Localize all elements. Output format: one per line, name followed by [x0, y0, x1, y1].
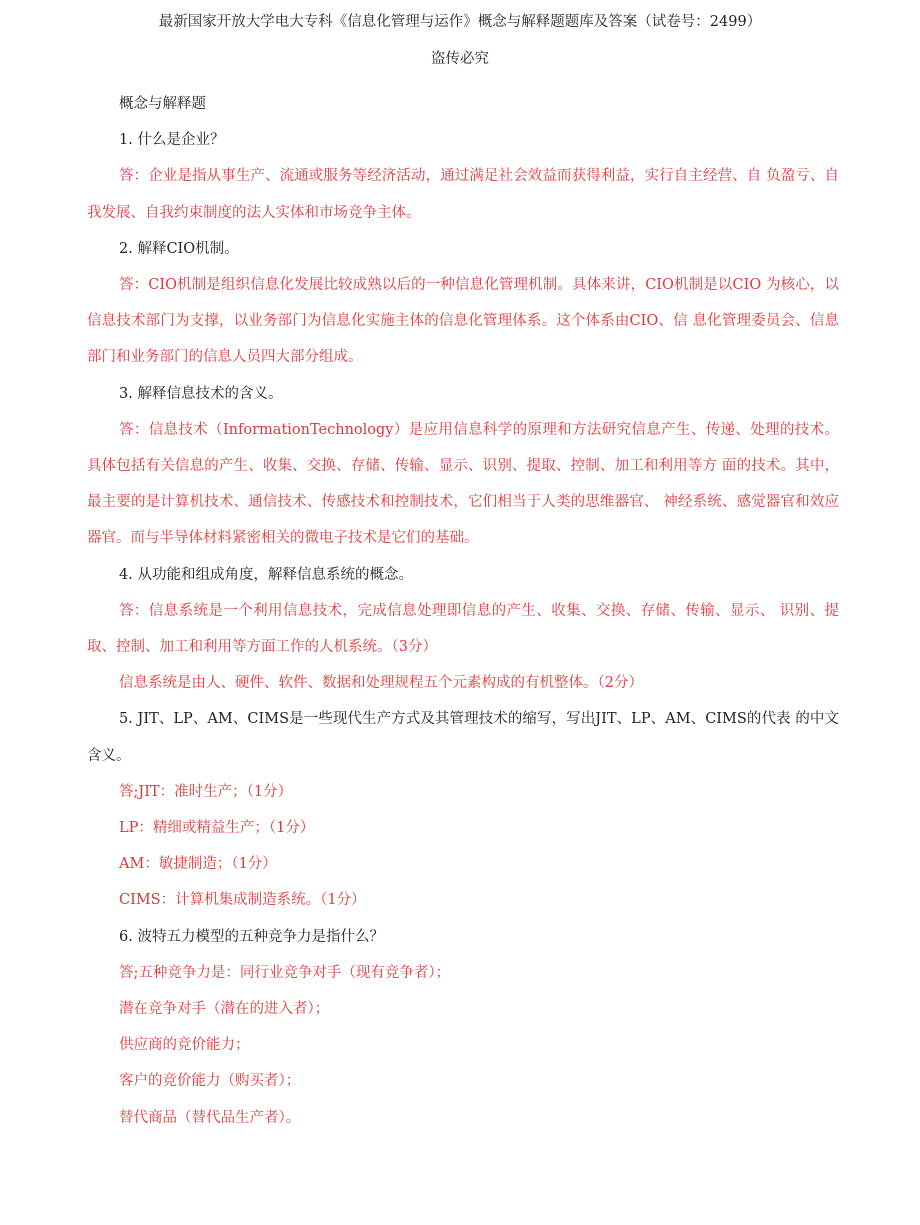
answer-6-line-1: 答;五种竞争力是：同行业竞争对手（现有竞争者）；: [119, 964, 451, 981]
question-6: 6. 波特五力模型的五种竞争力是指什么？: [119, 928, 384, 945]
answer-1: 答：企业是指从事生产、流通或服务等经济活动，通过满足社会效益而获得利益，实行自主经营、自 负盈亏、自我发展、自我约束制度的法人实体和市场竞争主体。: [87, 168, 839, 221]
answer-5-jit: 答;JIT：准时生产；（1分）: [119, 783, 293, 800]
answer-6-line-3: 供应商的竞价能力；: [119, 1037, 250, 1054]
answer-5-cims: CIMS：计算机集成制造系统。（1分）: [119, 892, 366, 909]
document-body: [87, 86, 839, 1136]
question-5: 5. JIT、LP、AM、CIMS是一些现代生产方式及其管理技术的缩写，写出JIT、LP、AM、CIMS的代表 的中文含义。: [87, 711, 839, 764]
answer-5-am: AM：敏捷制造；（1分）: [119, 856, 277, 873]
document-subtitle: 盗传必究: [431, 51, 489, 67]
answer-3: 答：信息技术（InformationTechnology）是应用信息科学的原理和方法研究信息产生、传递、处理的技术。具体包括有关信息的产生、收集、交换、存储、传输、显示、识别、提取、控制、加工和利用等方 面的技术。其中，最主要的是计算机技术、通信技术、传感技术和控制技术，它们相当于人类的思维器官、 神经系统、感觉器官和效应器官。而与半导体材料紧密相关的微电子技术是它们的基础。: [87, 421, 839, 547]
question-1: 1. 什么是企业？: [119, 132, 225, 149]
answer-5-lp: LP：精细或精益生产；（1分）: [119, 820, 315, 837]
question-4: 4. 从功能和组成角度，解释信息系统的概念。: [119, 566, 413, 583]
answer-4-part-1: 答：信息系统是一个利用信息技术，完成信息处理即信息的产生、收集、交换、存储、传输、显示、 识别、提取、控制、加工和利用等方面工作的人机系统。（3分）: [87, 602, 839, 656]
answer-6-line-2: 潜在竞争对手（潜在的进入者）；: [119, 1001, 330, 1018]
section-heading: 概念与解释题: [119, 96, 206, 112]
question-2: 2. 解释CIO机制。: [119, 240, 239, 257]
document-title: 最新国家开放大学电大专科《信息化管理与运作》概念与解释题题库及答案（试卷号：2499）: [158, 14, 762, 30]
answer-6-line-5: 替代商品（替代品生产者）。: [119, 1109, 301, 1126]
answer-2: 答：CIO机制是组织信息化发展比较成熟以后的一种信息化管理机制。具体来讲，CIO机制是以CIO 为核心，以信息技术部门为支撑，以业务部门为信息化实施主体的信息化管理体系。这个体系由CIO、信 息化管理委员会、信息部门和业务部门的信息人员四大部分组成。: [87, 277, 839, 366]
answer-4-part-2: 信息系统是由人、硬件、软件、数据和处理规程五个元素构成的有机整体。（2分）: [119, 675, 643, 692]
answer-6-line-4: 客户的竞价能力（购买者）；: [119, 1073, 301, 1090]
question-3: 3. 解释信息技术的含义。: [119, 385, 283, 402]
